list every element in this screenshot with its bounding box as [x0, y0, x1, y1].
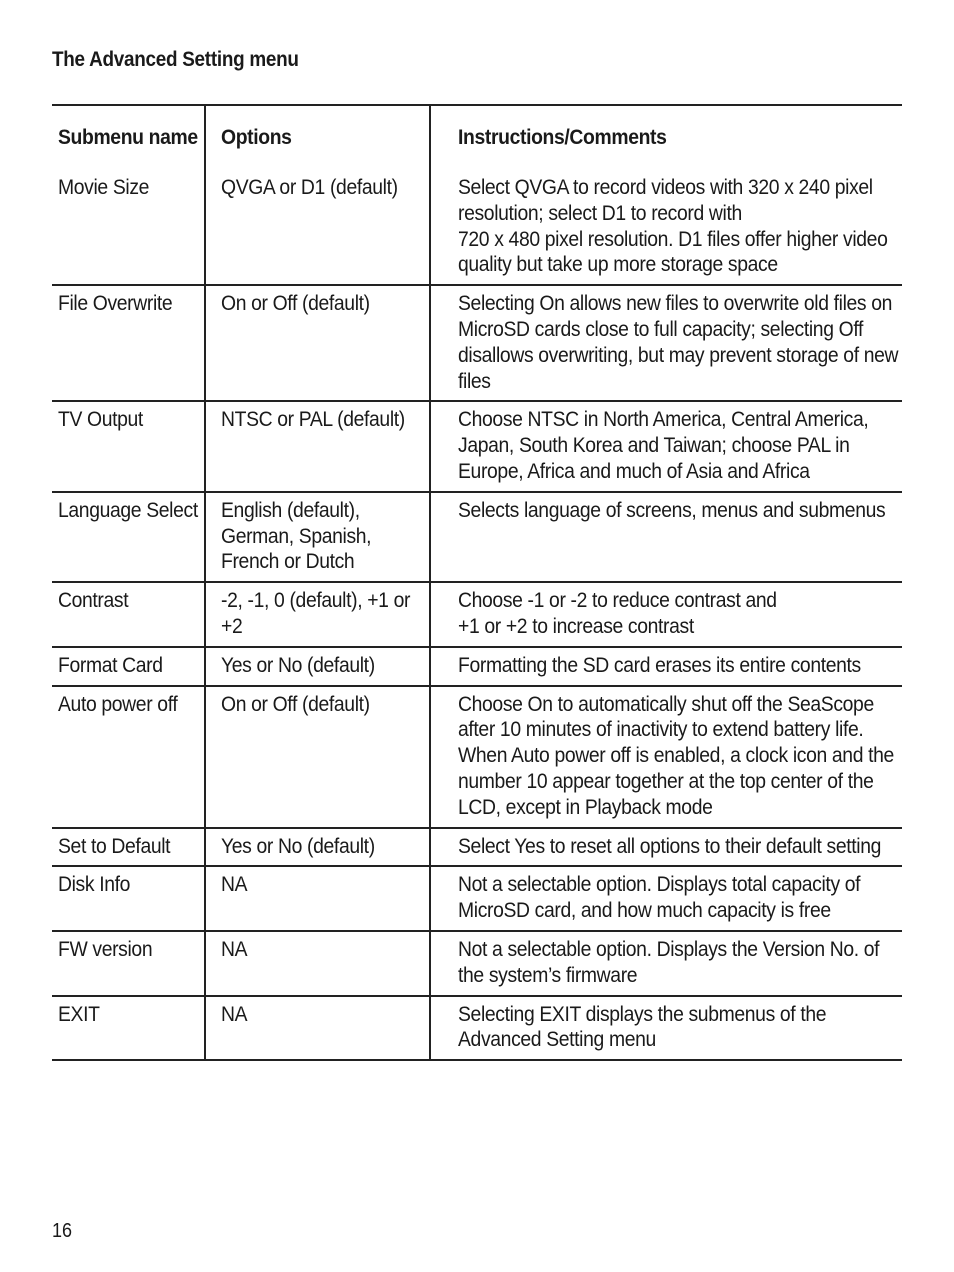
cell-instructions: Choose NTSC in North America, Central America, Japan, South Korea and Taiwan; choose PAL in Europe, Africa and much of Asia and Africa	[430, 401, 902, 491]
header-instructions: Instructions/Comments	[458, 124, 667, 149]
cell-submenu-name: Language Select	[52, 492, 205, 582]
cell-submenu-name: File Overwrite	[52, 285, 205, 401]
cell-instructions: Selecting On allows new files to overwrite old files on MicroSD cards close to full capacity; selecting Off disallows overwriting, but may prevent storage of new files	[430, 285, 902, 401]
cell-instructions: Not a selectable option. Displays the Version No. of the system’s firmware	[430, 931, 902, 996]
table-row	[52, 285, 902, 401]
cell-options: On or Off (default)	[205, 285, 430, 401]
cell-submenu-name: Format Card	[52, 647, 205, 686]
cell-options: Yes or No (default)	[205, 828, 430, 867]
table-row	[52, 931, 902, 996]
cell-instructions: Selects language of screens, menus and submenus	[430, 492, 902, 582]
cell-submenu-name: TV Output	[52, 401, 205, 491]
cell-options: NA	[205, 931, 430, 996]
cell-options: QVGA or D1 (default)	[205, 170, 430, 285]
cell-instructions: Selecting EXIT displays the submenus of the Advanced Setting menu	[430, 996, 902, 1061]
header-submenu-name: Submenu name	[52, 105, 205, 170]
cell-submenu-name: Set to Default	[52, 828, 205, 867]
table-row	[52, 401, 902, 491]
table-row	[52, 828, 902, 867]
table-header-row	[52, 105, 902, 170]
cell-instructions: Not a selectable option. Displays total capacity of MicroSD card, and how much capacity is free	[430, 866, 902, 931]
cell-options: English (default), German, Spanish, French or Dutch	[205, 492, 430, 582]
table-body	[52, 170, 902, 1060]
header-options: Options	[205, 105, 430, 170]
cell-options: -2, -1, 0 (default), +1 or +2	[205, 582, 430, 647]
cell-submenu-name: Movie Size	[52, 170, 205, 285]
cell-submenu-name: Auto power off	[52, 686, 205, 828]
cell-options: Yes or No (default)	[205, 647, 430, 686]
cell-instructions: Formatting the SD card erases its entire contents	[430, 647, 902, 686]
cell-submenu-name: EXIT	[52, 996, 205, 1061]
cell-options: NTSC or PAL (default)	[205, 401, 430, 491]
cell-submenu-name: FW version	[52, 931, 205, 996]
page-number: 16	[52, 1220, 73, 1242]
section-title: The Advanced Setting menu	[52, 48, 299, 71]
table-row	[52, 647, 902, 686]
cell-submenu-name: Disk Info	[52, 866, 205, 931]
table-row	[52, 582, 902, 647]
advanced-setting-table	[52, 104, 902, 1061]
table-row	[52, 996, 902, 1061]
cell-instructions: Choose On to automatically shut off the SeaScope after 10 minutes of inactivity to extend battery life. When Auto power off is enabled, a clock icon and the number 10 appear together at the top center of the LCD, except in Playback mode	[430, 686, 902, 828]
cell-instructions: Select Yes to reset all options to their default setting	[430, 828, 902, 867]
table-row	[52, 170, 902, 285]
cell-options: NA	[205, 866, 430, 931]
cell-submenu-name: Contrast	[52, 582, 205, 647]
cell-options: NA	[205, 996, 430, 1061]
cell-instructions: Select QVGA to record videos with 320 x 240 pixel resolution; select D1 to record with 720 x 480 pixel resolution. D1 files offer higher video quality but take up more storage space	[458, 175, 888, 277]
cell-instructions: Choose -1 or -2 to reduce contrast and +1 or +2 to increase contrast	[430, 582, 902, 647]
table-row	[52, 492, 902, 582]
cell-options: On or Off (default)	[205, 686, 430, 828]
table-row	[52, 686, 902, 828]
table-row	[52, 866, 902, 931]
